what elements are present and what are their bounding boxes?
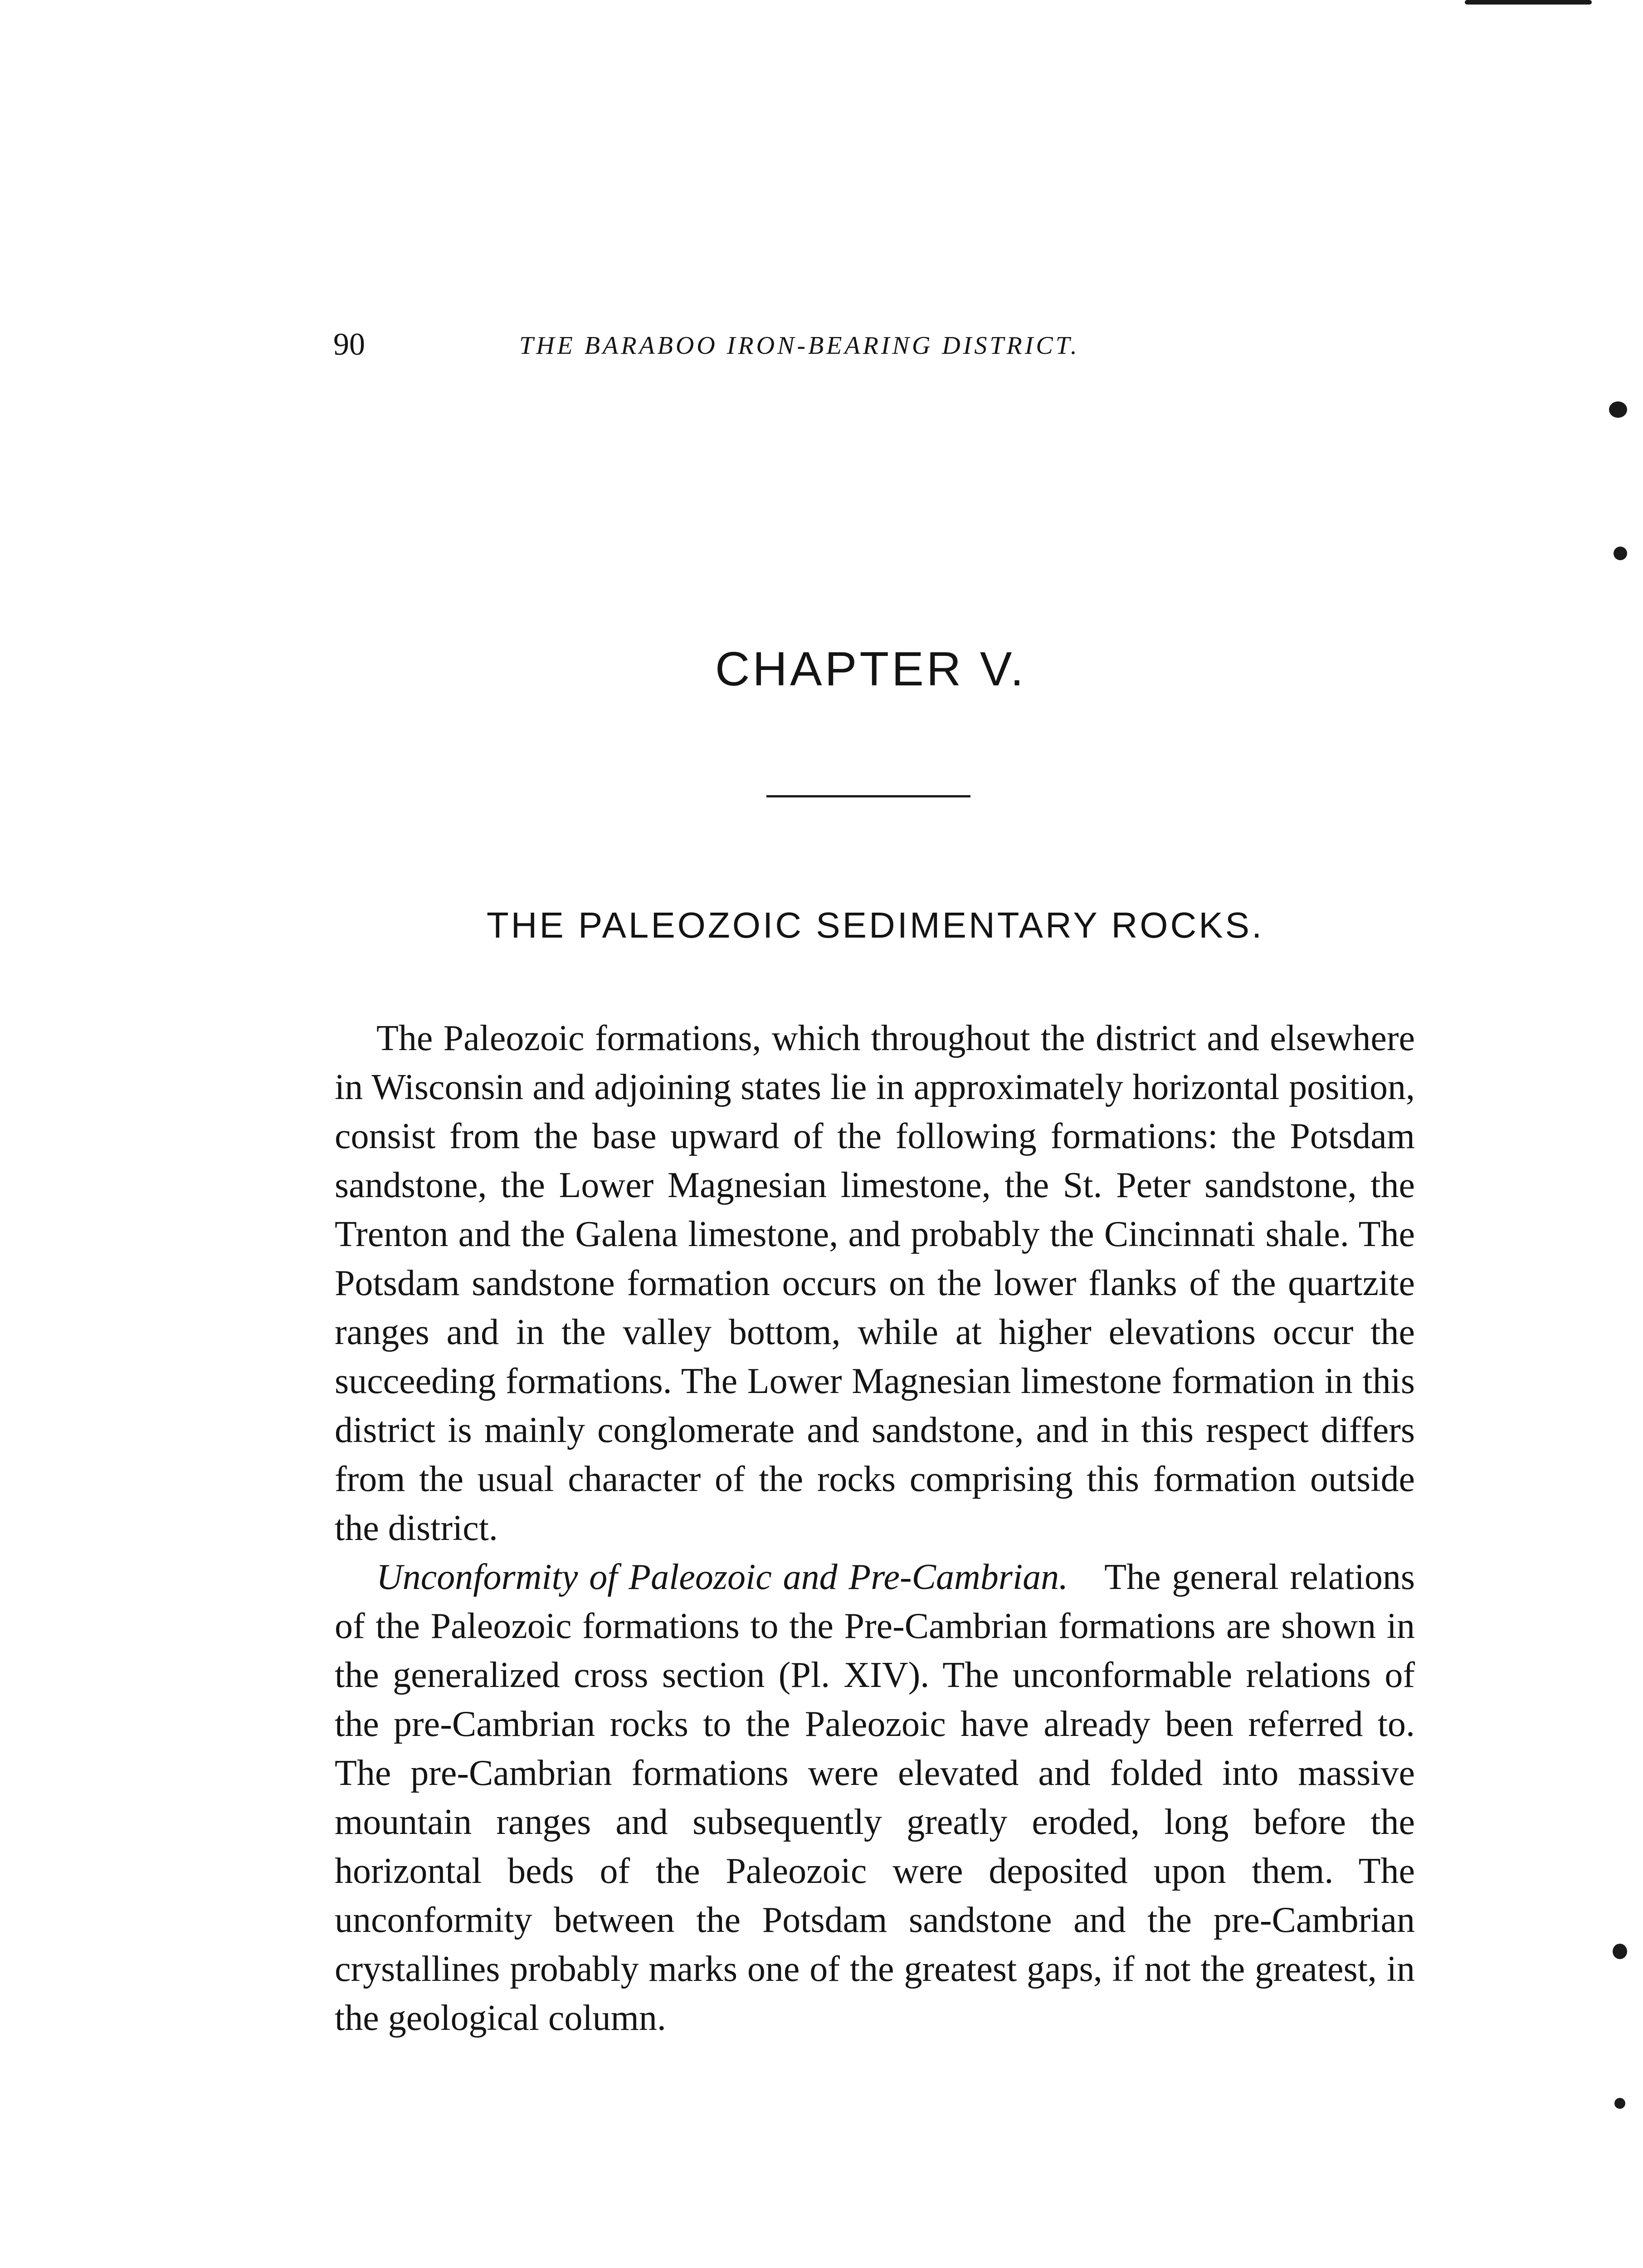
body-text — [335, 1014, 1415, 2043]
margin-speck — [1614, 547, 1627, 560]
paragraph-run-in-heading: Unconformity of Paleozoic and Pre-Cambrian. — [376, 1557, 1068, 1597]
chapter-heading: CHAPTER V. — [715, 642, 1027, 696]
paragraph — [335, 1553, 1415, 2043]
paragraph: The Paleozoic formations, which throughout the district and elsewhere in Wisconsin and adjoining states lie in approximately horizontal position, consist from the base upward of the following formations: the Potsdam sandstone, the Lower Magnesian limestone, the St. Peter sandstone, the Trenton and the Galena limestone, and probably the Cincinnati shale. The Potsdam sandstone formation occurs on the lower flanks of the quartzite ranges and in the valley bottom, while at higher elevations occur the succeeding formations. The Lower Magnesian limestone formation in this district is mainly conglomerate and sandstone, and in this respect differs from the usual character of the rocks comprising this formation outside the district. — [335, 1018, 1415, 1548]
running-title: THE BARABOO IRON-BEARING DISTRICT. — [519, 332, 1080, 360]
chapter-title: THE PALEOZOIC SEDIMENTARY ROCKS. — [486, 905, 1264, 945]
margin-speck — [1609, 401, 1627, 418]
running-head — [333, 327, 1299, 363]
margin-speck — [1614, 2098, 1625, 2109]
paragraph-text: The general relations of the Paleozoic formations to the Pre-Cambrian formations are shown in the generalized cross section (Pl. XIV). The unconformable relations of the pre-Cambrian rocks to the Paleozoic have already been referred to. The pre-Cambrian formations were elevated and folded into massive mountain ranges and subsequently greatly eroded, long before the horizontal beds of the Paleozoic were deposited upon them. The unconformity between the Potsdam sandstone and the pre-Cambrian crystallines probably marks one of the greatest gaps, if not the greatest, in the geological column. — [335, 1557, 1415, 2038]
page-number: 90 — [333, 327, 365, 362]
margin-speck — [1465, 0, 1592, 5]
margin-speck — [1613, 1944, 1627, 1959]
chapter-divider-rule — [766, 795, 970, 797]
